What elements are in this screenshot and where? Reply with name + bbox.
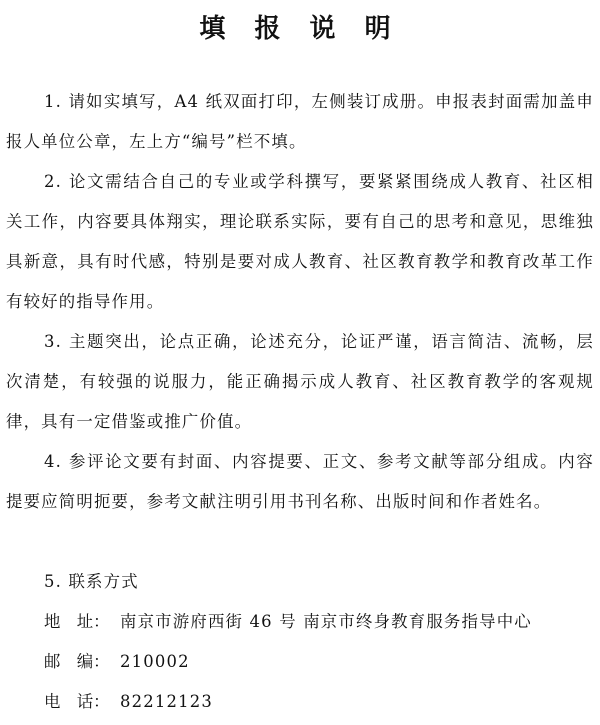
instruction-item-2 (6, 162, 594, 322)
phone-value: 82212123 (120, 692, 214, 711)
postcode-label: 邮 编： (44, 652, 110, 671)
contact-address-row (44, 602, 594, 642)
address-value: 南京市游府西街 46 号 南京市终身教育服务指导中心 (120, 612, 532, 631)
postcode-value: 210002 (120, 652, 190, 671)
contact-phone-row (44, 682, 594, 722)
instruction-item-4 (6, 442, 594, 522)
contact-heading: 5. 联系方式 (44, 572, 139, 591)
instruction-item-2-text: 2. 论文需结合自己的专业或学科撰写，要紧紧围绕成人教育、社区相关工作，内容要具体翔实，理论联系实际，要有自己的思考和意见，思维独具新意，具有时代感，特别是要对成人教育、社区教育教学和教育改革工作有较好的指导作用。 (6, 172, 594, 311)
instruction-item-3 (6, 322, 594, 442)
page-title: 填 报 说 明 (199, 14, 401, 44)
instruction-item-4-text: 4. 参评论文要有封面、内容提要、正文、参考文献等部分组成。内容提要应简明扼要，参考文献注明引用书刊名称、出版时间和作者姓名。 (6, 452, 594, 511)
address-label: 地 址： (44, 612, 110, 631)
instruction-item-1 (6, 82, 594, 162)
contact-postcode-row (44, 642, 594, 682)
phone-label: 电 话： (44, 692, 110, 711)
instruction-item-1-text: 1. 请如实填写，A4 纸双面打印，左侧装订成册。申报表封面需加盖申报人单位公章，左上方“编号”栏不填。 (6, 92, 594, 151)
instruction-item-3-text: 3. 主题突出，论点正确，论述充分，论证严谨，语言简洁、流畅，层次清楚，有较强的说服力，能正确揭示成人教育、社区教育教学的客观规律，具有一定借鉴或推广价值。 (6, 332, 594, 431)
